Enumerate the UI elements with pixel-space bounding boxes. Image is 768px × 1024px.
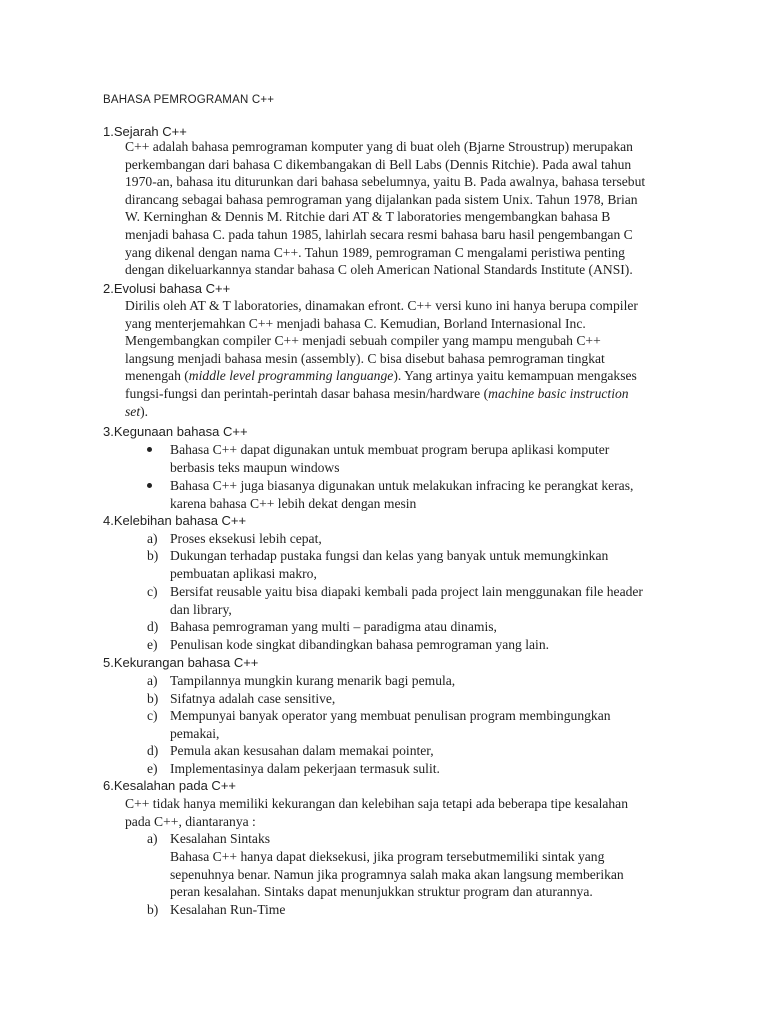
paragraph-line: yang menterjemahkan C++ menjadi bahasa C. Kemudian, Borland Internasional Inc. bbox=[125, 315, 586, 331]
section-heading-kesalahan: 6.Kesalahan pada C++ bbox=[103, 778, 236, 793]
list-item-text bbox=[170, 742, 670, 760]
list-item-text bbox=[170, 530, 670, 548]
list-marker: a) bbox=[147, 531, 158, 546]
paragraph-line bbox=[125, 367, 665, 385]
list-marker: d) bbox=[147, 619, 159, 634]
paragraph-line: C++ tidak hanya memiliki kekurangan dan kelebihan saja tetapi ada beberapa tipe kesalahan bbox=[125, 796, 629, 811]
list-marker: b) bbox=[147, 691, 159, 706]
list-item-text bbox=[170, 672, 670, 690]
list-item-text bbox=[170, 547, 670, 582]
section-paragraph-sejarah bbox=[125, 138, 665, 279]
paragraph-line: Dirilis oleh AT & T laboratories, dinamakan efront. C++ versi kuno ini hanya berupa compiler bbox=[125, 298, 638, 313]
text-run: fungsi-fungsi dan perintah-perintah dasar bahasa mesin/hardware ( bbox=[125, 385, 489, 401]
bullet-text bbox=[170, 477, 670, 512]
item-line: Bersifat reusable yaitu bisa diapaki kembali pada project lain menggunakan file header bbox=[170, 584, 643, 599]
italic-term: middle level programming languange bbox=[188, 368, 394, 384]
item-line: dan library, bbox=[170, 601, 232, 617]
paragraph-line bbox=[125, 403, 665, 421]
item-line: Penulisan kode singkat dibandingkan bahasa pemrograman yang lain. bbox=[170, 637, 550, 652]
section-paragraph-evolusi bbox=[125, 297, 665, 420]
paragraph-line: perkembangan dari bahasa C dikembangakan di Bell Labs (Dennis Ritchie). Pada awal tahun bbox=[125, 156, 632, 172]
paragraph-line: C++ adalah bahasa pemrograman komputer yang di buat oleh (Bjarne Stroustrup) merupakan bbox=[125, 139, 633, 154]
item-line: pembuatan aplikasi makro, bbox=[170, 565, 317, 581]
italic-term: set bbox=[125, 403, 141, 419]
section-heading-kegunaan: 3.Kegunaan bahasa C++ bbox=[103, 424, 248, 439]
bullet-icon bbox=[147, 447, 152, 452]
item-line: Implementasinya dalam pekerjaan termasuk sulit. bbox=[170, 761, 440, 776]
list-item-text bbox=[170, 707, 670, 742]
list-marker: c) bbox=[147, 708, 158, 723]
list-item-text bbox=[170, 830, 670, 848]
section-paragraph-kesalahan bbox=[125, 795, 665, 830]
list-item-text bbox=[170, 690, 670, 708]
text-run: menengah ( bbox=[125, 368, 189, 384]
item-line: pemakai, bbox=[170, 725, 220, 741]
paragraph-line: pada C++, diantaranya : bbox=[125, 813, 256, 829]
list-marker: d) bbox=[147, 743, 159, 758]
paragraph-line: 1970-an, bahasa itu diturunkan dari bahasa sebelumnya, yaitu B. Pada awalnya, bahasa tersebut bbox=[125, 174, 646, 190]
item-line: Kesalahan Sintaks bbox=[170, 831, 271, 846]
paragraph-line bbox=[125, 385, 665, 403]
paragraph-line: Mengembangkan compiler C++ menjadi sebuah compiler yang mampu mengubah C++ bbox=[125, 333, 601, 349]
paragraph-line: sepenuhnya benar. Namun jika programnya salah maka akan langsung memberikan bbox=[170, 866, 624, 882]
list-marker: b) bbox=[147, 548, 159, 563]
item-line: Bahasa C++ dapat digunakan untuk membuat program berupa aplikasi komputer bbox=[170, 442, 610, 457]
section-heading-kelebihan: 4.Kelebihan bahasa C++ bbox=[103, 513, 247, 528]
section-heading-kekurangan: 5.Kekurangan bahasa C++ bbox=[103, 655, 259, 670]
item-line: Tampilannya mungkin kurang menarik bagi pemula, bbox=[170, 673, 456, 688]
bullet-text bbox=[170, 441, 670, 476]
paragraph-line: W. Kerninghan & Dennis M. Ritchie dari AT & T laboratories mengembangkan bahasa B bbox=[125, 209, 611, 225]
sub-paragraph-sintaks bbox=[170, 848, 650, 901]
item-line: Bahasa C++ juga biasanya digunakan untuk melakukan infracing ke perangkat keras, bbox=[170, 478, 634, 493]
text-run: ). Yang artinya yaitu kemampuan mengakses bbox=[393, 368, 637, 384]
list-marker: a) bbox=[147, 831, 158, 846]
list-item-text bbox=[170, 901, 670, 919]
item-line: Kesalahan Run-Time bbox=[170, 902, 286, 917]
section-heading-evolusi: 2.Evolusi bahasa C++ bbox=[103, 281, 231, 296]
item-line: Bahasa pemrograman yang multi – paradigma atau dinamis, bbox=[170, 619, 497, 634]
list-marker: e) bbox=[147, 637, 158, 652]
item-line: Pemula akan kesusahan dalam memakai pointer, bbox=[170, 743, 434, 758]
paragraph-line: menjadi bahasa C. pada tahun 1985, lahirlah secara resmi bahasa baru hasil pengembangan C bbox=[125, 226, 633, 242]
paragraph-line: dengan dikeluarkannya standar bahasa C oleh American National Standards Institute (ANSI). bbox=[125, 262, 633, 278]
list-marker: a) bbox=[147, 673, 158, 688]
paragraph-line: Bahasa C++ hanya dapat dieksekusi, jika program tersebutmemiliki sintak yang bbox=[170, 849, 605, 864]
item-line: karena bahasa C++ lebih dekat dengan mesin bbox=[170, 495, 417, 511]
list-item-text bbox=[170, 760, 670, 778]
list-marker: e) bbox=[147, 761, 158, 776]
text-run: ). bbox=[140, 403, 149, 419]
item-line: berbasis teks maupun windows bbox=[170, 459, 340, 475]
item-line: Dukungan terhadap pustaka fungsi dan kelas yang banyak untuk memungkinkan bbox=[170, 548, 609, 563]
item-line: Mempunyai banyak operator yang membuat penulisan program membingungkan bbox=[170, 708, 611, 723]
list-item-text bbox=[170, 636, 670, 654]
paragraph-line: langsung menjadi bahasa mesin (assembly). C bisa disebut bahasa pemrograman tingkat bbox=[125, 350, 605, 366]
paragraph-line: peran kesalahan. Sintaks dapat menunjukkan struktur program dan aturannya. bbox=[170, 884, 593, 900]
list-marker: c) bbox=[147, 584, 158, 599]
item-line: Sifatnya adalah case sensitive, bbox=[170, 691, 336, 706]
list-marker: b) bbox=[147, 902, 159, 917]
bullet-icon bbox=[147, 483, 152, 488]
italic-term: machine basic instruction bbox=[488, 385, 629, 401]
item-line: Proses eksekusi lebih cepat, bbox=[170, 531, 322, 546]
document-title: BAHASA PEMROGRAMAN C++ bbox=[103, 94, 275, 106]
paragraph-line: dirancang sebagai bahasa pemrograman yang dijalankan pada sistem Unix. Tahun 1978, Brian bbox=[125, 191, 638, 207]
list-item-text bbox=[170, 618, 670, 636]
list-item-text bbox=[170, 583, 670, 618]
paragraph-line: yang dikenal dengan nama C++. Tahun 1989, pemrograman C mengalami peristiwa penting bbox=[125, 244, 625, 260]
section-heading-sejarah: 1.Sejarah C++ bbox=[103, 124, 187, 139]
